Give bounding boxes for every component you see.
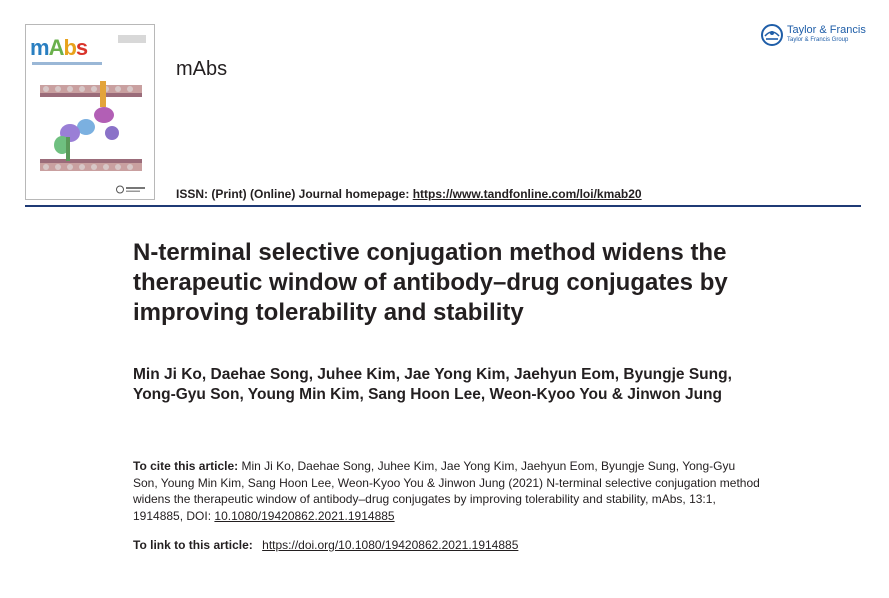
publisher-group: Taylor & Francis Group — [787, 37, 849, 43]
journal-name: mAbs — [176, 58, 228, 80]
issn-label: ISSN: (Print) (Online) Journal homepage: — [176, 187, 410, 201]
cover-issue-box — [118, 35, 146, 43]
header-divider — [25, 205, 861, 207]
citation-text: Min Ji Ko, Daehae Song, Juhee Kim, Jae Yong Kim, Jaehyun Eom, Byungje Sung, Yong-Gyu Son, Young Min Kim, Sang Hoon Lee, Weon-Kyoo You & Jinwon Jung (2021) N-terminal selective conjugation method widens the therapeutic window of antibody–drug conjugates by improving tolerability and stability, mAbs, 13:1, 1914885, DOI: — [133, 459, 760, 523]
issn-line — [176, 187, 642, 201]
journal-homepage-link[interactable]: https://www.tandfonline.com/loi/kmab20 — [412, 187, 642, 201]
article-link-label: To link to this article: — [133, 538, 253, 552]
citation-doi-link[interactable]: 10.1080/19420862.2021.1914885 — [214, 508, 395, 523]
cover-logo: mAbs — [30, 35, 88, 60]
cover-subtitle-bar — [32, 62, 102, 65]
article-link-block — [133, 538, 518, 552]
article-doi-url-link[interactable]: https://doi.org/10.1080/19420862.2021.1914885 — [262, 538, 519, 552]
journal-cover-image — [25, 24, 155, 200]
article-authors: Min Ji Ko, Daehae Song, Juhee Kim, Jae Yong Kim, Jaehyun Eom, Byungje Sung, Yong-Gyu Son, Young Min Kim, Sang Hoon Lee, Weon-Kyoo You & Jinwon Jung — [133, 366, 732, 403]
cover-molecule-illustration — [36, 75, 146, 185]
citation-block — [133, 458, 763, 524]
article-title: N-terminal selective conjugation method widens the therapeutic window of antibody–drug conjugates by improving tolerability and stability — [133, 239, 728, 326]
cover-publisher-mark — [116, 185, 146, 194]
publisher-name: Taylor & Francis — [787, 24, 866, 36]
citation-label: To cite this article: — [133, 459, 239, 473]
